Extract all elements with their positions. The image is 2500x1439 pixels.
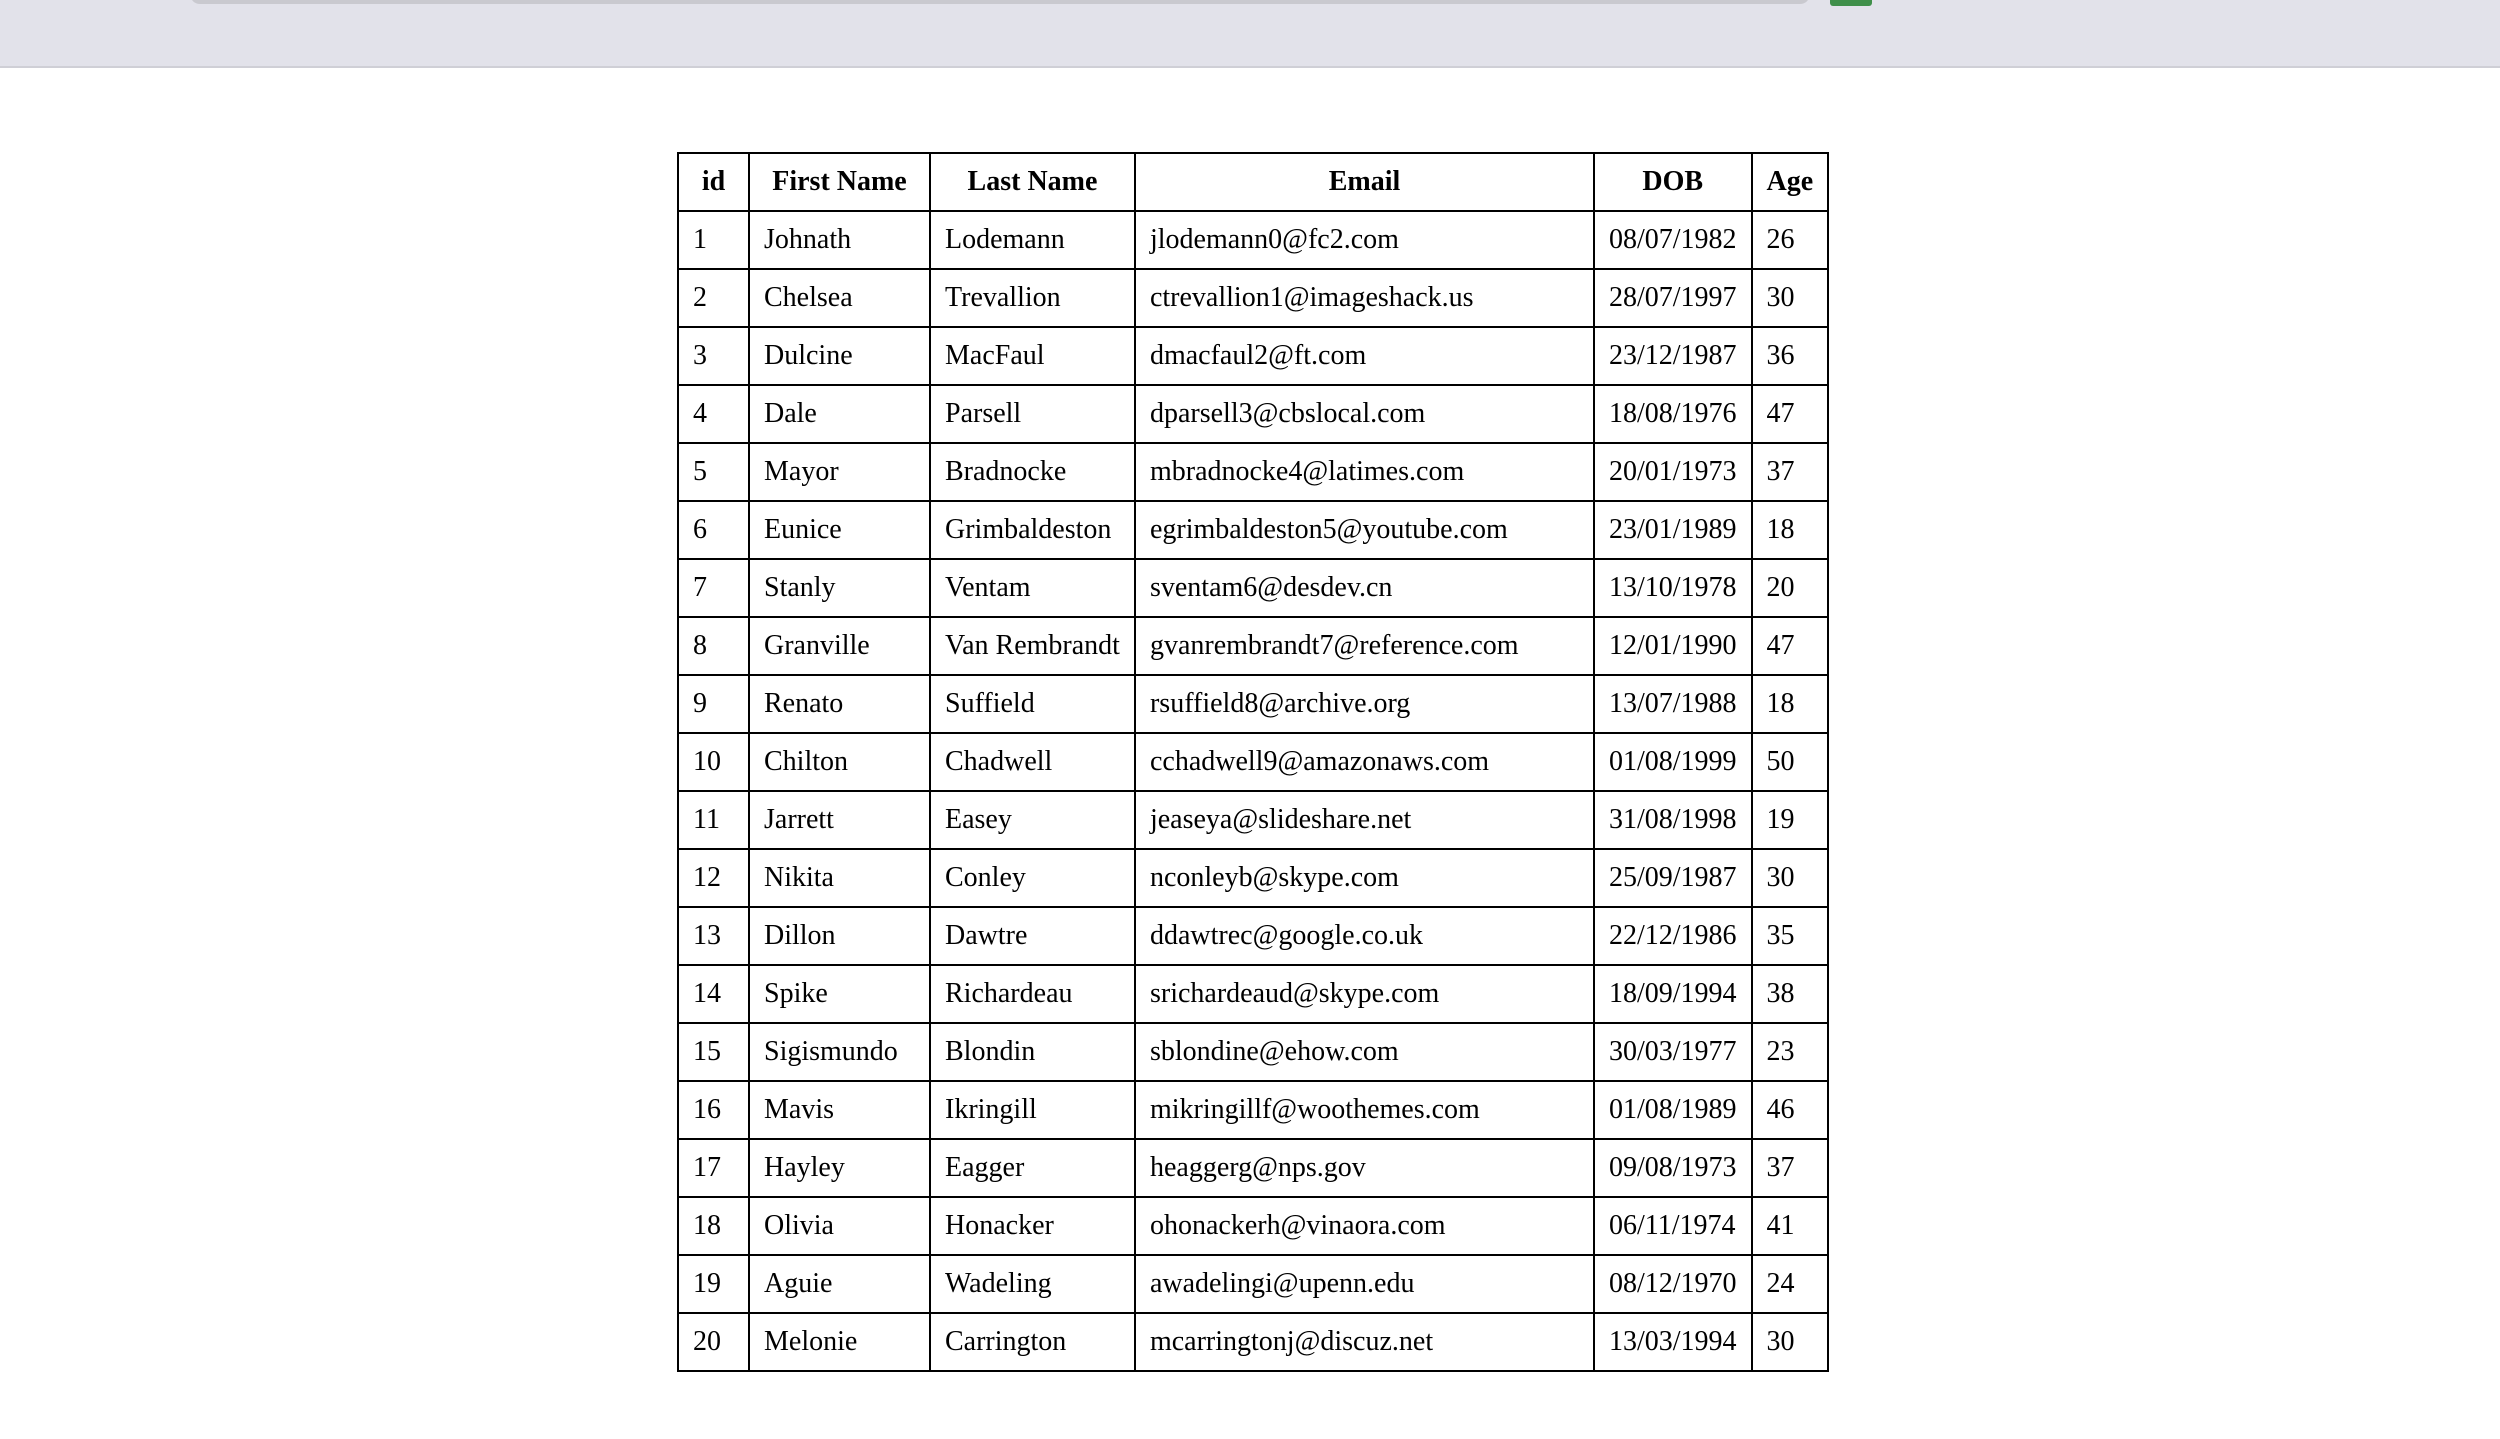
cell-last-name: Bradnocke — [930, 443, 1135, 501]
cell-dob: 01/08/1999 — [1594, 733, 1752, 791]
cell-dob: 18/09/1994 — [1594, 965, 1752, 1023]
column-header-last-name: Last Name — [930, 153, 1135, 211]
cell-email: ctrevallion1@imageshack.us — [1135, 269, 1594, 327]
table-row — [678, 443, 1828, 501]
cell-age: 46 — [1752, 1081, 1829, 1139]
cell-first-name: Chelsea — [749, 269, 930, 327]
table-row — [678, 501, 1828, 559]
cell-last-name: Honacker — [930, 1197, 1135, 1255]
cell-age: 47 — [1752, 385, 1829, 443]
cell-first-name: Nikita — [749, 849, 930, 907]
cell-email: ddawtrec@google.co.uk — [1135, 907, 1594, 965]
column-header-dob: DOB — [1594, 153, 1752, 211]
cell-first-name: Dulcine — [749, 327, 930, 385]
cell-first-name: Dale — [749, 385, 930, 443]
table-row — [678, 1081, 1828, 1139]
cell-last-name: Eagger — [930, 1139, 1135, 1197]
cell-dob: 23/12/1987 — [1594, 327, 1752, 385]
cell-last-name: Trevallion — [930, 269, 1135, 327]
cell-first-name: Mayor — [749, 443, 930, 501]
cell-email: srichardeaud@skype.com — [1135, 965, 1594, 1023]
cell-email: sventam6@desdev.cn — [1135, 559, 1594, 617]
browser-toolbar — [0, 0, 2500, 68]
cell-age: 30 — [1752, 849, 1829, 907]
table-row — [678, 559, 1828, 617]
table-row — [678, 733, 1828, 791]
table-row — [678, 1139, 1828, 1197]
cell-age: 18 — [1752, 675, 1829, 733]
cell-id: 5 — [678, 443, 749, 501]
cell-first-name: Mavis — [749, 1081, 930, 1139]
cell-age: 41 — [1752, 1197, 1829, 1255]
cell-id: 17 — [678, 1139, 749, 1197]
cell-dob: 13/07/1988 — [1594, 675, 1752, 733]
cell-first-name: Renato — [749, 675, 930, 733]
cell-dob: 31/08/1998 — [1594, 791, 1752, 849]
cell-id: 10 — [678, 733, 749, 791]
cell-email: dparsell3@cbslocal.com — [1135, 385, 1594, 443]
cell-age: 20 — [1752, 559, 1829, 617]
cell-id: 14 — [678, 965, 749, 1023]
cell-last-name: Van Rembrandt — [930, 617, 1135, 675]
cell-id: 4 — [678, 385, 749, 443]
table-row — [678, 1023, 1828, 1081]
cell-last-name: Blondin — [930, 1023, 1135, 1081]
table-header — [678, 153, 1828, 211]
cell-first-name: Stanly — [749, 559, 930, 617]
cell-age: 30 — [1752, 1313, 1829, 1371]
cell-age: 38 — [1752, 965, 1829, 1023]
table-row — [678, 327, 1828, 385]
cell-age: 50 — [1752, 733, 1829, 791]
header-row — [678, 153, 1828, 211]
cell-id: 9 — [678, 675, 749, 733]
table-body — [678, 211, 1828, 1371]
cell-dob: 13/10/1978 — [1594, 559, 1752, 617]
data-table — [677, 152, 1829, 1372]
cell-id: 2 — [678, 269, 749, 327]
table-row — [678, 269, 1828, 327]
table-row — [678, 211, 1828, 269]
cell-first-name: Olivia — [749, 1197, 930, 1255]
cell-email: sblondine@ehow.com — [1135, 1023, 1594, 1081]
cell-email: heaggerg@nps.gov — [1135, 1139, 1594, 1197]
cell-age: 37 — [1752, 443, 1829, 501]
cell-email: jeaseya@slideshare.net — [1135, 791, 1594, 849]
table-row — [678, 1313, 1828, 1371]
cell-last-name: Grimbaldeston — [930, 501, 1135, 559]
cell-email: mbradnocke4@latimes.com — [1135, 443, 1594, 501]
cell-last-name: Carrington — [930, 1313, 1135, 1371]
cell-last-name: Richardeau — [930, 965, 1135, 1023]
cell-first-name: Hayley — [749, 1139, 930, 1197]
cell-email: cchadwell9@amazonaws.com — [1135, 733, 1594, 791]
cell-first-name: Jarrett — [749, 791, 930, 849]
table-row — [678, 849, 1828, 907]
cell-first-name: Eunice — [749, 501, 930, 559]
cell-last-name: Ikringill — [930, 1081, 1135, 1139]
cell-dob: 25/09/1987 — [1594, 849, 1752, 907]
cell-email: nconleyb@skype.com — [1135, 849, 1594, 907]
address-bar[interactable] — [190, 0, 1810, 4]
cell-last-name: Ventam — [930, 559, 1135, 617]
cell-dob: 20/01/1973 — [1594, 443, 1752, 501]
cell-age: 24 — [1752, 1255, 1829, 1313]
cell-age: 26 — [1752, 211, 1829, 269]
cell-age: 37 — [1752, 1139, 1829, 1197]
cell-first-name: Spike — [749, 965, 930, 1023]
cell-id: 3 — [678, 327, 749, 385]
table-row — [678, 791, 1828, 849]
cell-email: rsuffield8@archive.org — [1135, 675, 1594, 733]
cell-last-name: Dawtre — [930, 907, 1135, 965]
cell-id: 12 — [678, 849, 749, 907]
cell-dob: 08/07/1982 — [1594, 211, 1752, 269]
cell-email: dmacfaul2@ft.com — [1135, 327, 1594, 385]
cell-id: 16 — [678, 1081, 749, 1139]
cell-age: 18 — [1752, 501, 1829, 559]
cell-email: gvanrembrandt7@reference.com — [1135, 617, 1594, 675]
cell-first-name: Granville — [749, 617, 930, 675]
cell-age: 23 — [1752, 1023, 1829, 1081]
cell-first-name: Dillon — [749, 907, 930, 965]
cell-last-name: Conley — [930, 849, 1135, 907]
table-row — [678, 1197, 1828, 1255]
column-header-age: Age — [1752, 153, 1829, 211]
cell-email: mcarringtonj@discuz.net — [1135, 1313, 1594, 1371]
table-row — [678, 907, 1828, 965]
cell-dob: 01/08/1989 — [1594, 1081, 1752, 1139]
cell-email: ohonackerh@vinaora.com — [1135, 1197, 1594, 1255]
cell-dob: 06/11/1974 — [1594, 1197, 1752, 1255]
table-row — [678, 617, 1828, 675]
column-header-first-name: First Name — [749, 153, 930, 211]
cell-email: jlodemann0@fc2.com — [1135, 211, 1594, 269]
cell-id: 11 — [678, 791, 749, 849]
cell-last-name: Lodemann — [930, 211, 1135, 269]
cell-last-name: Suffield — [930, 675, 1135, 733]
cell-dob: 30/03/1977 — [1594, 1023, 1752, 1081]
cell-dob: 09/08/1973 — [1594, 1139, 1752, 1197]
column-header-email: Email — [1135, 153, 1594, 211]
cell-dob: 18/08/1976 — [1594, 385, 1752, 443]
cell-first-name: Melonie — [749, 1313, 930, 1371]
cell-email: awadelingi@upenn.edu — [1135, 1255, 1594, 1313]
cell-dob: 12/01/1990 — [1594, 617, 1752, 675]
cell-age: 47 — [1752, 617, 1829, 675]
cell-dob: 08/12/1970 — [1594, 1255, 1752, 1313]
cell-id: 6 — [678, 501, 749, 559]
cell-email: egrimbaldeston5@youtube.com — [1135, 501, 1594, 559]
cell-id: 20 — [678, 1313, 749, 1371]
cell-last-name: Chadwell — [930, 733, 1135, 791]
cell-id: 1 — [678, 211, 749, 269]
cell-last-name: Parsell — [930, 385, 1135, 443]
cell-id: 18 — [678, 1197, 749, 1255]
cell-age: 19 — [1752, 791, 1829, 849]
cell-id: 7 — [678, 559, 749, 617]
table-row — [678, 385, 1828, 443]
data-table-container — [677, 152, 1829, 1372]
cell-age: 35 — [1752, 907, 1829, 965]
cell-id: 13 — [678, 907, 749, 965]
table-row — [678, 675, 1828, 733]
cell-id: 19 — [678, 1255, 749, 1313]
spreadsheet-icon[interactable] — [1830, 0, 1872, 6]
cell-first-name: Sigismundo — [749, 1023, 930, 1081]
cell-dob: 28/07/1997 — [1594, 269, 1752, 327]
cell-dob: 22/12/1986 — [1594, 907, 1752, 965]
cell-first-name: Johnath — [749, 211, 930, 269]
cell-id: 15 — [678, 1023, 749, 1081]
cell-dob: 13/03/1994 — [1594, 1313, 1752, 1371]
cell-last-name: Wadeling — [930, 1255, 1135, 1313]
cell-age: 30 — [1752, 269, 1829, 327]
table-row — [678, 965, 1828, 1023]
cell-first-name: Chilton — [749, 733, 930, 791]
cell-last-name: Easey — [930, 791, 1135, 849]
cell-email: mikringillf@woothemes.com — [1135, 1081, 1594, 1139]
cell-first-name: Aguie — [749, 1255, 930, 1313]
cell-last-name: MacFaul — [930, 327, 1135, 385]
column-header-id: id — [678, 153, 749, 211]
cell-id: 8 — [678, 617, 749, 675]
cell-age: 36 — [1752, 327, 1829, 385]
cell-dob: 23/01/1989 — [1594, 501, 1752, 559]
table-row — [678, 1255, 1828, 1313]
